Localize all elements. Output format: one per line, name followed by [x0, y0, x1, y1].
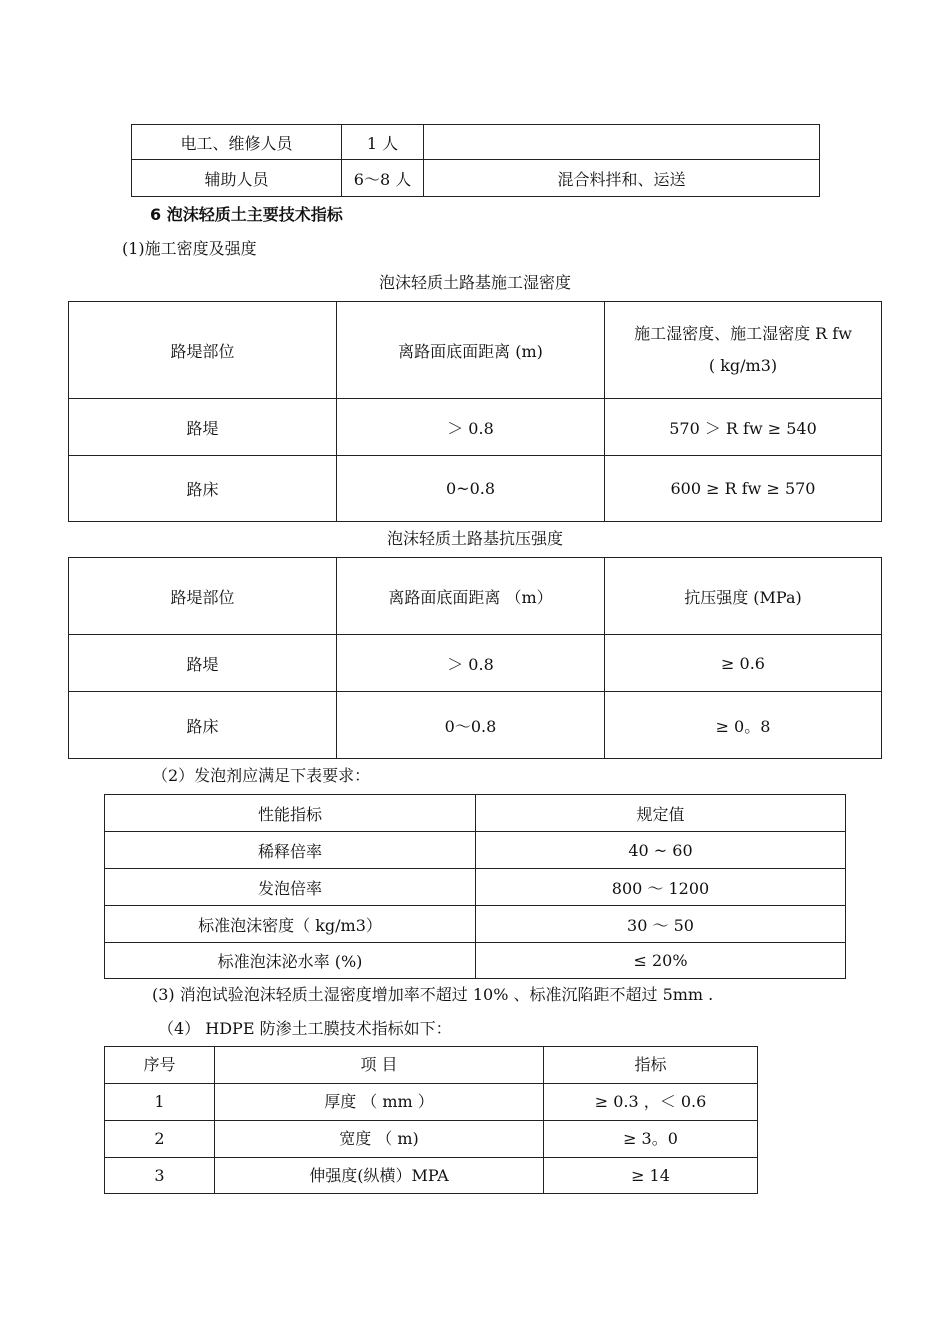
table-row	[105, 869, 846, 906]
table-row	[132, 160, 820, 197]
column-header: 性能指标	[105, 795, 476, 832]
value-cell: ≥ 0.3 ，＜ 0.6	[544, 1084, 758, 1121]
hdpe-table	[104, 1046, 758, 1194]
table-header-row	[69, 302, 882, 399]
column-header: 离路面底面距离 （m）	[337, 558, 605, 635]
part-cell: 路床	[69, 692, 337, 759]
metric-cell: 发泡倍率	[105, 869, 476, 906]
distance-cell: ＞ 0.8	[337, 399, 605, 456]
table-header-row	[105, 795, 846, 832]
section-heading: 6 泡沫轻质土主要技术指标	[150, 205, 343, 224]
column-header: 序号	[105, 1047, 215, 1084]
column-header: 指标	[544, 1047, 758, 1084]
column-header: 离路面底面距离 (m)	[337, 302, 605, 399]
column-header: 路堤部位	[69, 302, 337, 399]
strength-table	[68, 557, 882, 759]
table-row	[69, 692, 882, 759]
column-header-line: 施工湿密度、施工湿密度 R fw	[634, 324, 852, 343]
column-header	[605, 302, 882, 399]
column-header: 规定值	[476, 795, 846, 832]
value-cell: ≥ 14	[544, 1158, 758, 1194]
table-caption: 泡沫轻质土路基抗压强度	[386, 529, 563, 548]
role-cell: 电工、维修人员	[132, 125, 342, 160]
number-cell: 1	[105, 1084, 215, 1121]
distance-cell: 0～0.8	[337, 692, 605, 759]
value-cell: 570 ＞ R fw ≥ 540	[605, 399, 882, 456]
table-header-row	[69, 558, 882, 635]
subsection-label: （4） HDPE 防渗土工膜技术指标如下：	[158, 1019, 452, 1038]
number-cell: 3	[105, 1158, 215, 1194]
table-row	[69, 399, 882, 456]
value-cell: 600 ≥ R fw ≥ 570	[605, 456, 882, 522]
value-cell: 30 ～ 50	[476, 906, 846, 943]
role-cell: 辅助人员	[132, 160, 342, 197]
count-cell: 1 人	[342, 125, 424, 160]
column-header-line: ( kg/m3)	[708, 356, 778, 375]
value-cell: 40 ~ 60	[476, 832, 846, 869]
table-row	[105, 832, 846, 869]
foam-agent-table	[104, 794, 846, 979]
item-cell: 宽度 （ m)	[215, 1121, 544, 1158]
column-header: 路堤部位	[69, 558, 337, 635]
item-cell: 厚度 （ mm ）	[215, 1084, 544, 1121]
table-row	[105, 1084, 758, 1121]
note-text: (3) 消泡试验泡沫轻质土湿密度增加率不超过 10% 、标准沉陷距不超过 5mm .	[152, 985, 714, 1004]
metric-cell: 标准泡沫密度（ kg/m3）	[105, 906, 476, 943]
table-row	[69, 456, 882, 522]
subsection-label: (1)施工密度及强度	[122, 239, 257, 258]
task-cell: 混合料拌和、运送	[424, 160, 820, 197]
part-cell: 路堤	[69, 635, 337, 692]
density-table	[68, 301, 882, 522]
metric-cell: 稀释倍率	[105, 832, 476, 869]
table-caption: 泡沫轻质土路基施工湿密度	[378, 273, 571, 292]
value-cell: 800 ～ 1200	[476, 869, 846, 906]
table-row	[132, 125, 820, 160]
metric-cell: 标准泡沫泌水率 (%)	[105, 943, 476, 979]
staff-table	[131, 124, 820, 197]
distance-cell: 0~0.8	[337, 456, 605, 522]
value-cell: ≥ 0。8	[605, 692, 882, 759]
table-row	[105, 1121, 758, 1158]
table-row	[105, 906, 846, 943]
table-row	[105, 1158, 758, 1194]
value-cell: ≥ 3。0	[544, 1121, 758, 1158]
part-cell: 路床	[69, 456, 337, 522]
table-row	[69, 635, 882, 692]
task-cell	[424, 125, 820, 160]
part-cell: 路堤	[69, 399, 337, 456]
number-cell: 2	[105, 1121, 215, 1158]
item-cell: 伸强度(纵横）MPA	[215, 1158, 544, 1194]
count-cell: 6～8 人	[342, 160, 424, 197]
column-header: 抗压强度 (MPa)	[605, 558, 882, 635]
value-cell: ≥ 0.6	[605, 635, 882, 692]
subsection-label: （2）发泡剂应满足下表要求：	[152, 766, 371, 785]
distance-cell: ＞ 0.8	[337, 635, 605, 692]
table-row	[105, 943, 846, 979]
column-header: 项 目	[215, 1047, 544, 1084]
table-header-row	[105, 1047, 758, 1084]
value-cell: ≤ 20%	[476, 943, 846, 979]
